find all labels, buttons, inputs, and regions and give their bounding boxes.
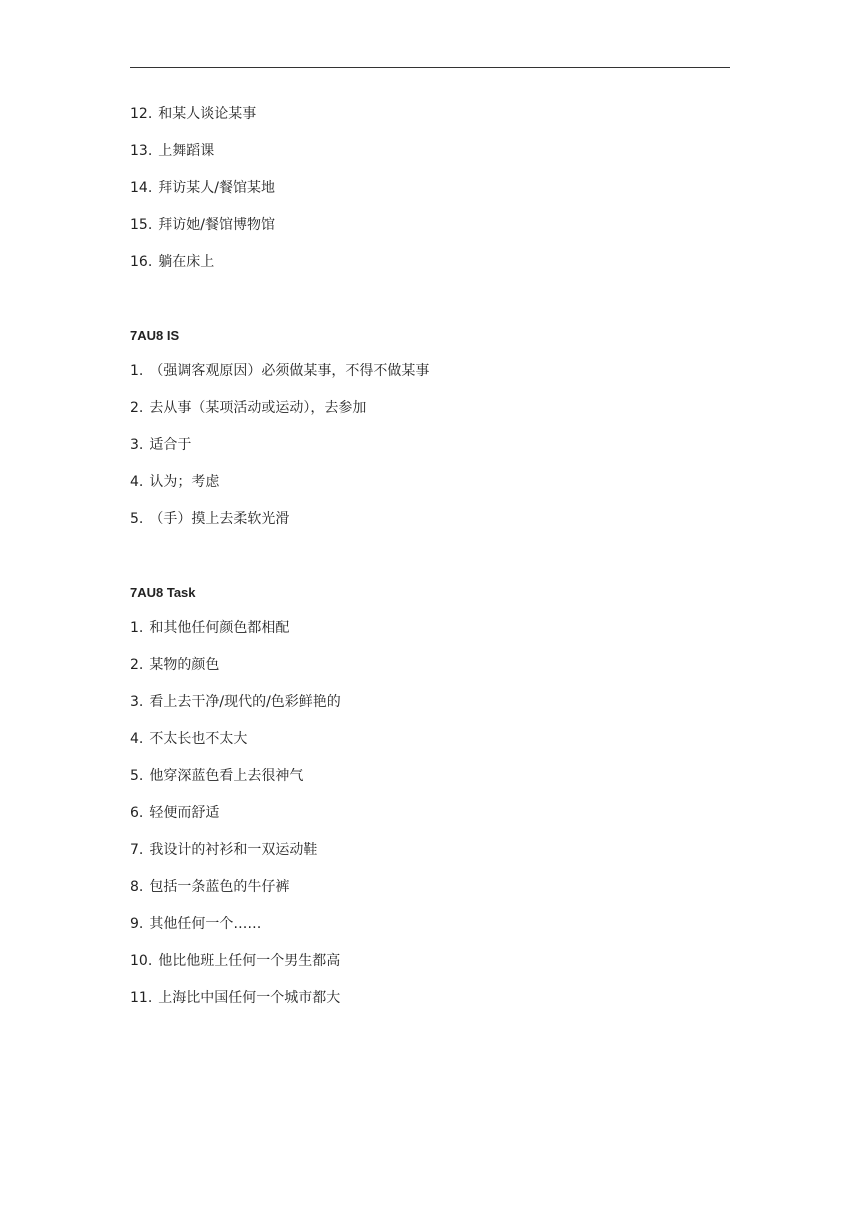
- list-item: 8. 包括一条蓝色的牛仔裤: [130, 879, 290, 895]
- list-item: 4. 认为；考虑: [130, 474, 220, 490]
- list-item: 9. 其他任何一个……: [130, 916, 262, 932]
- list-item: 12. 和某人谈论某事: [130, 106, 257, 122]
- list-item: 1. 和其他任何颜色都相配: [130, 620, 290, 636]
- list-item: 2. 去从事（某项活动或运动），去参加: [130, 400, 367, 416]
- list-item: 11. 上海比中国任何一个城市都大: [130, 990, 341, 1006]
- list-item: 16. 躺在床上: [130, 254, 215, 270]
- list-item: 3. 看上去干净/现代的/色彩鲜艳的: [130, 694, 341, 710]
- list-item: 1. （强调客观原因）必须做某事，不得不做某事: [130, 363, 430, 379]
- header-rule: [130, 67, 730, 68]
- section-7au8-task: [130, 578, 730, 1021]
- list-item: 10. 他比他班上任何一个男生都高: [130, 953, 341, 969]
- is-list: [130, 357, 730, 542]
- list-item: 15. 拜访她/餐馆博物馆: [130, 217, 275, 233]
- list-item: 14. 拜访某人/餐馆某地: [130, 180, 275, 196]
- list-item: 13. 上舞蹈课: [130, 143, 215, 159]
- list-item: 5. 他穿深蓝色看上去很神气: [130, 768, 304, 784]
- list-item: 4. 不太长也不太大: [130, 731, 248, 747]
- section-7au8-is: [130, 321, 730, 542]
- section-heading: 7AU8 Task: [130, 585, 196, 600]
- section-heading: 7AU8 IS: [130, 328, 180, 343]
- list-item: 6. 轻便而舒适: [130, 805, 220, 821]
- task-list: [130, 614, 730, 1021]
- section-spacer: [130, 285, 730, 321]
- list-item: 2. 某物的颜色: [130, 657, 220, 673]
- document-body: [130, 100, 730, 1021]
- section-continued-list: [130, 100, 730, 285]
- section-spacer: [130, 542, 730, 578]
- list-item: 5. （手）摸上去柔软光滑: [130, 511, 290, 527]
- continued-list: [130, 100, 730, 285]
- list-item: 3. 适合于: [130, 437, 192, 453]
- list-item: 7. 我设计的衬衫和一双运动鞋: [130, 842, 318, 858]
